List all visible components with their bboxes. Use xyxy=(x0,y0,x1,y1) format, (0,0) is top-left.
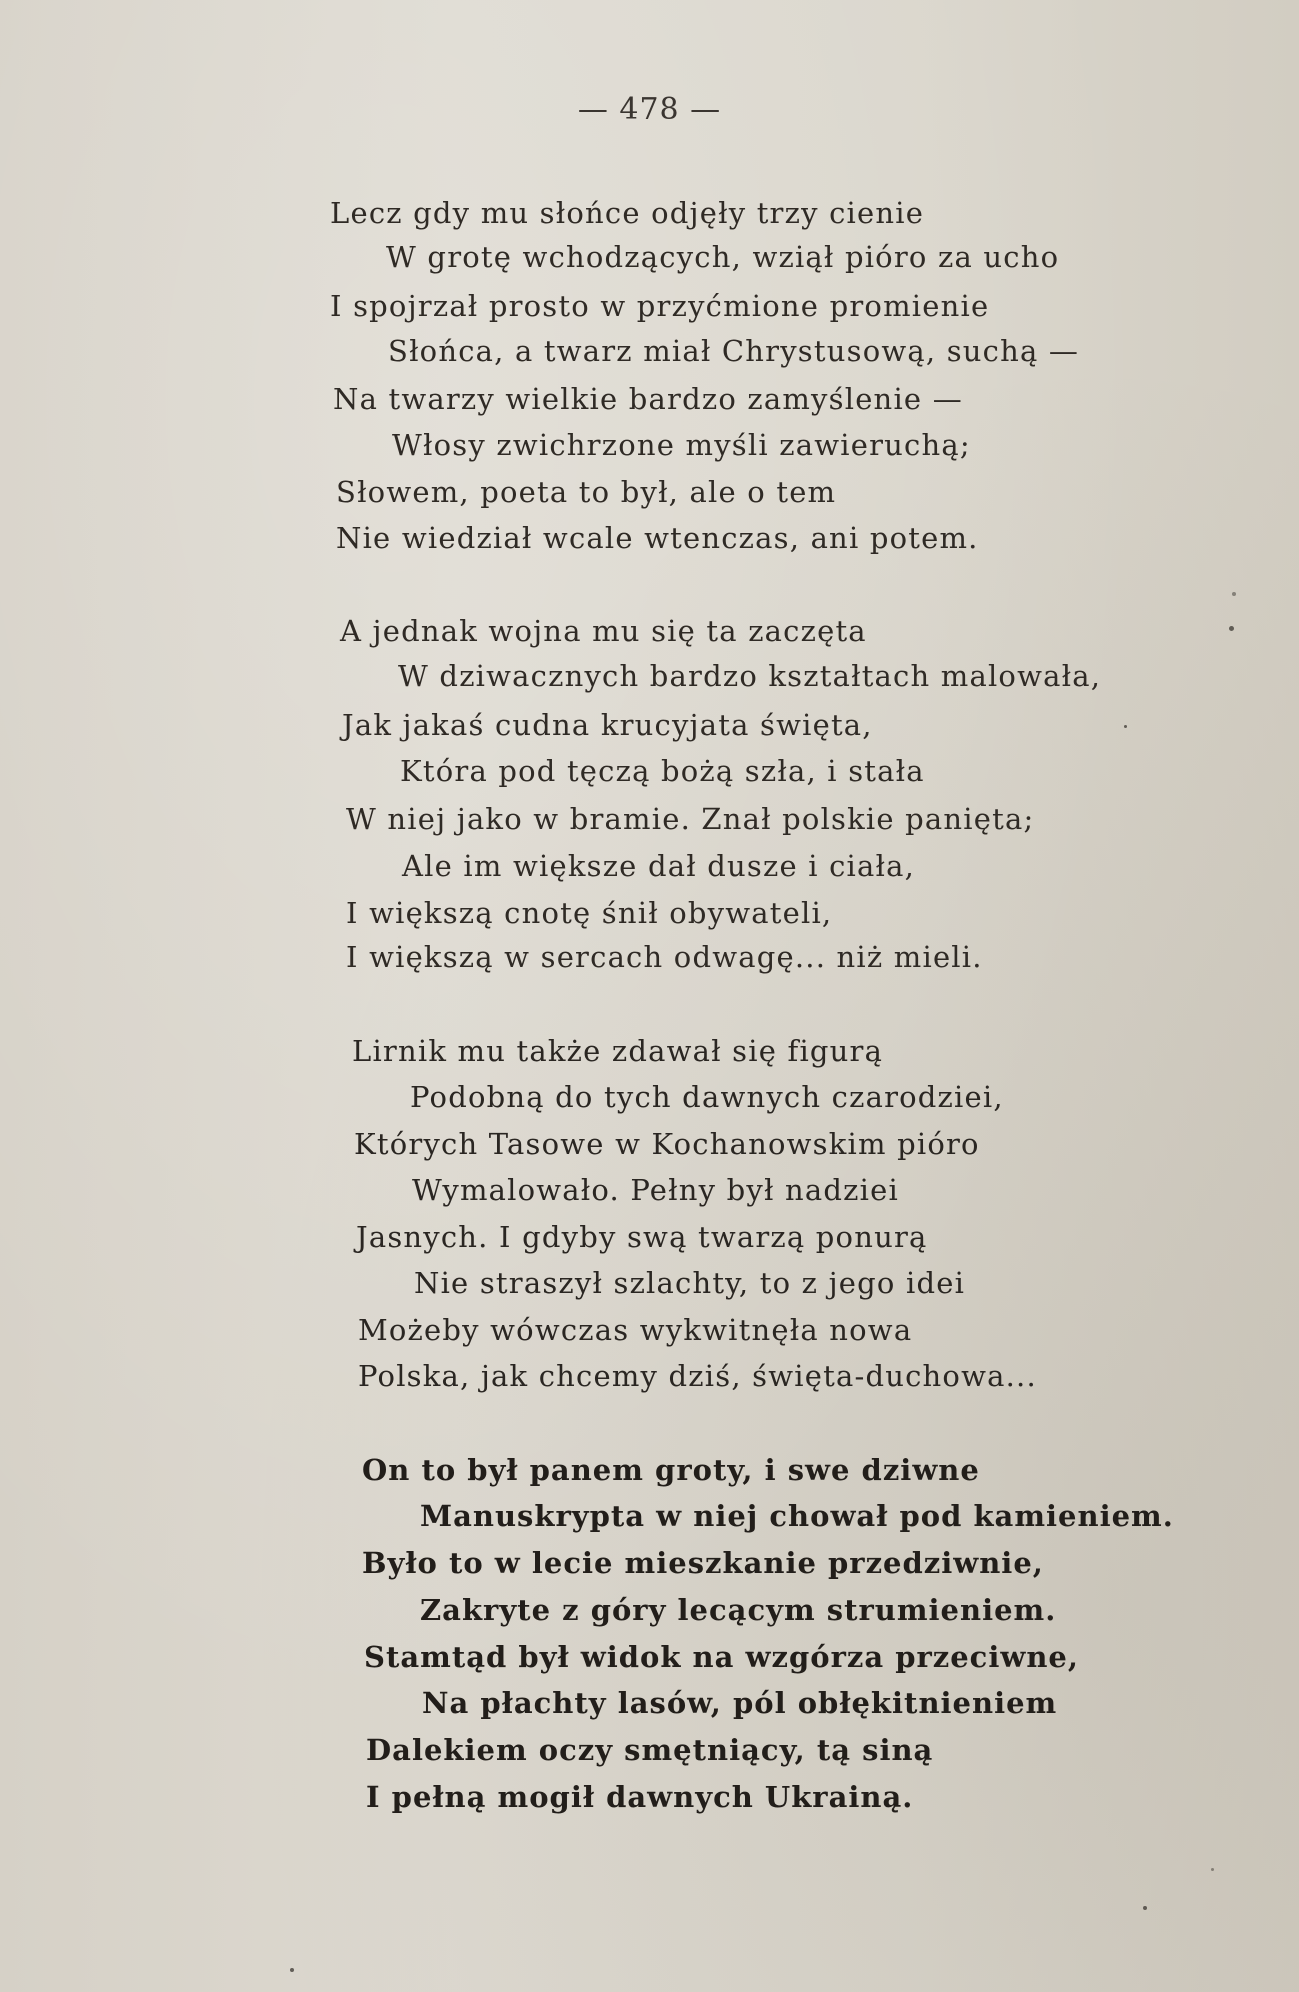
paper-speck xyxy=(290,1968,294,1972)
verse-line: Na płachty lasów, pól obłękitnieniem xyxy=(422,1686,1058,1720)
verse-line: I pełną mogił dawnych Ukrainą. xyxy=(366,1780,914,1814)
verse-line: W grotę wchodzących, wziął pióro za ucho xyxy=(386,240,1060,274)
verse-line: Na twarzy wielkie bardzo zamyślenie — xyxy=(333,382,963,416)
verse-line: Możeby wówczas wykwitnęła nowa xyxy=(358,1313,913,1347)
verse-line: Stamtąd był widok na wzgórza przeciwne, xyxy=(364,1640,1079,1674)
verse-line: W dziwacznych bardzo kształtach malowała, xyxy=(398,659,1102,693)
verse-line: Która pod tęczą bożą szła, i stała xyxy=(400,754,925,788)
verse-line: I spojrzał prosto w przyćmione promienie xyxy=(330,289,990,323)
verse-line: I większą cnotę śnił obywateli, xyxy=(346,896,833,930)
verse-line: Jak jakaś cudna krucyjata święta, xyxy=(342,708,873,742)
verse-line: Ale im większe dał dusze i ciała, xyxy=(402,849,916,883)
verse-line: Włosy zwichrzone myśli zawieruchą; xyxy=(392,428,971,462)
verse-line: Jasnych. I gdyby swą twarzą ponurą xyxy=(356,1220,928,1254)
verse-line: Nie straszył szlachty, to z jego idei xyxy=(414,1266,966,1300)
verse-line: Wymalowało. Pełny był nadziei xyxy=(412,1173,899,1207)
verse-line: W niej jako w bramie. Znał polskie panięta; xyxy=(346,802,1035,836)
paper-speck xyxy=(1211,1868,1214,1871)
verse-line: Lecz gdy mu słońce odjęły trzy cienie xyxy=(330,196,925,230)
verse-line: I większą w sercach odwagę... niż mieli. xyxy=(346,940,983,974)
verse-line: Słońca, a twarz miał Chrystusową, suchą — xyxy=(388,334,1080,368)
verse-line: Było to w lecie mieszkanie przedziwnie, xyxy=(362,1546,1044,1580)
paper-speck xyxy=(1124,725,1127,728)
paper-speck xyxy=(1143,1906,1147,1910)
verse-line: Nie wiedział wcale wtenczas, ani potem. xyxy=(336,521,979,555)
verse-line: Polska, jak chcemy dziś, święta-duchowa... xyxy=(358,1359,1037,1393)
verse-line: Zakryte z góry lecącym strumieniem. xyxy=(420,1593,1057,1627)
verse-line: On to był panem groty, i swe dziwne xyxy=(362,1453,980,1487)
verse-line: Lirnik mu także zdawał się figurą xyxy=(352,1034,884,1068)
paper-speck xyxy=(1229,626,1234,631)
page-number: — 478 — xyxy=(577,92,722,127)
verse-line: Dalekiem oczy smętniący, tą siną xyxy=(366,1733,934,1767)
verse-line: Słowem, poeta to był, ale o tem xyxy=(336,475,837,509)
verse-line: A jednak wojna mu się ta zaczęta xyxy=(340,614,867,648)
verse-line: Których Tasowe w Kochanowskim pióro xyxy=(354,1127,980,1161)
verse-line: Manuskrypta w niej chował pod kamieniem. xyxy=(420,1499,1174,1533)
verse-line: Podobną do tych dawnych czarodziei, xyxy=(410,1080,1004,1114)
paper-speck xyxy=(1232,592,1236,596)
